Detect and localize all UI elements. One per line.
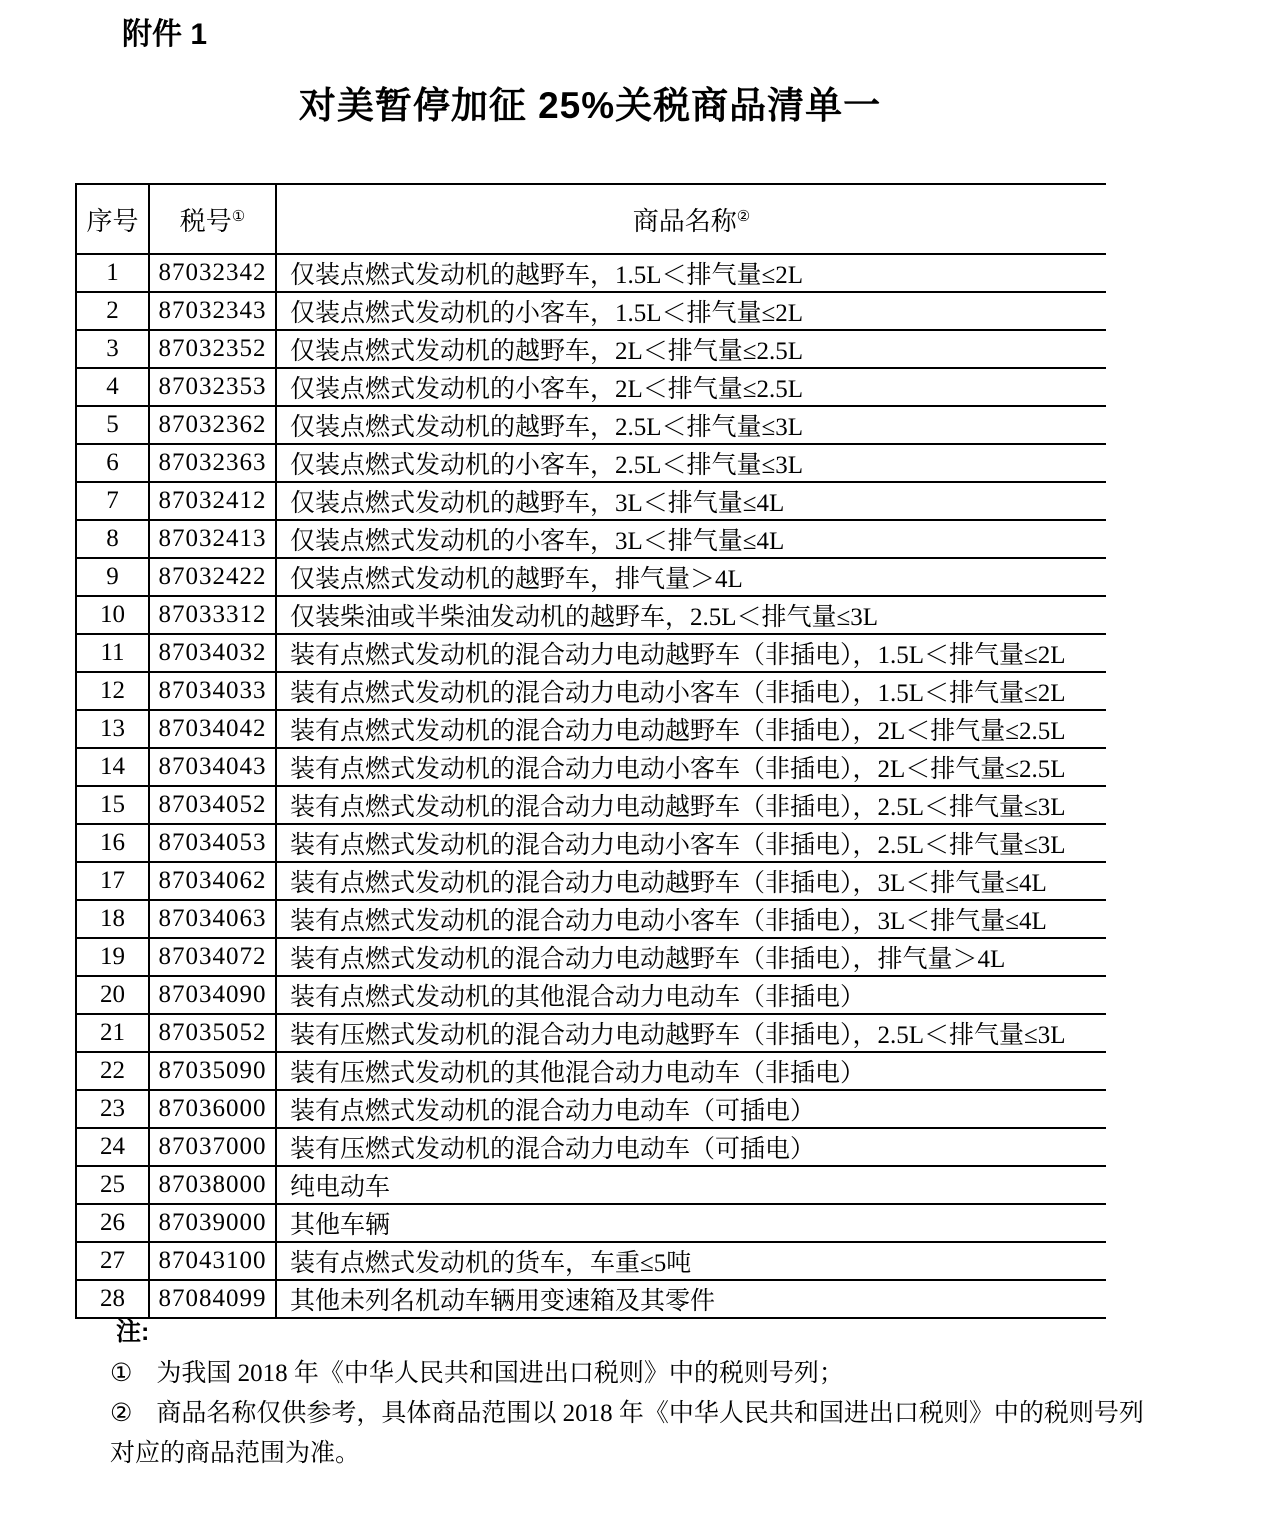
cell-index: 16 [76,824,149,862]
cell-tax-code: 87032342 [149,254,276,292]
cell-tax-code: 87032362 [149,406,276,444]
cell-tax-code: 87043100 [149,1242,276,1280]
cell-index: 19 [76,938,149,976]
note-item-1 [110,1354,1160,1394]
footnote-ref-2: ② [736,208,751,225]
cell-product-name: 仅装点燃式发动机的越野车，排气量＞4L [276,558,1106,596]
cell-product-name: 装有点燃式发动机的其他混合动力电动车（非插电） [276,976,1106,1014]
cell-tax-code: 87035052 [149,1014,276,1052]
cell-tax-code: 87032363 [149,444,276,482]
table-row [76,900,1106,938]
cell-index: 15 [76,786,149,824]
cell-index: 28 [76,1280,149,1318]
cell-index: 18 [76,900,149,938]
table-row [76,1128,1106,1166]
table-row [76,672,1106,710]
tariff-table [75,183,1106,1319]
cell-product-name: 装有点燃式发动机的混合动力电动越野车（非插电），排气量＞4L [276,938,1106,976]
cell-index: 3 [76,330,149,368]
cell-index: 2 [76,292,149,330]
cell-index: 26 [76,1204,149,1242]
cell-product-name: 装有点燃式发动机的货车，车重≤5吨 [276,1242,1106,1280]
table-row [76,786,1106,824]
cell-product-name: 仅装点燃式发动机的越野车，1.5L＜排气量≤2L [276,254,1106,292]
notes-section [110,1312,1160,1474]
cell-product-name: 仅装点燃式发动机的小客车，2.5L＜排气量≤3L [276,444,1106,482]
cell-product-name: 纯电动车 [276,1166,1106,1204]
column-header-index-label: 序号 [86,206,139,236]
cell-index: 11 [76,634,149,672]
table-row [76,330,1106,368]
cell-tax-code: 87039000 [149,1204,276,1242]
cell-tax-code: 87034062 [149,862,276,900]
cell-product-name: 仅装柴油或半柴油发动机的越野车，2.5L＜排气量≤3L [276,596,1106,634]
cell-tax-code: 87034053 [149,824,276,862]
cell-index: 10 [76,596,149,634]
cell-index: 1 [76,254,149,292]
note-text-2: 商品名称仅供参考，具体商品范围以 2018 年《中华人民共和国进出口税则》中的税则号列对应的商品范围为准。 [110,1400,1144,1467]
column-header-product-name-label: 商品名称 [632,206,737,236]
cell-tax-code: 87033312 [149,596,276,634]
cell-tax-code: 87034063 [149,900,276,938]
cell-index: 5 [76,406,149,444]
table-row [76,292,1106,330]
table-row [76,1166,1106,1204]
cell-tax-code: 87037000 [149,1128,276,1166]
notes-label: 注: [116,1318,150,1346]
table-row [76,406,1106,444]
note-marker-2: ② [110,1400,133,1427]
table-row [76,254,1106,292]
cell-index: 25 [76,1166,149,1204]
cell-tax-code: 87032422 [149,558,276,596]
cell-tax-code: 87034032 [149,634,276,672]
cell-product-name: 装有压燃式发动机的混合动力电动车（可插电） [276,1128,1106,1166]
table-row [76,520,1106,558]
cell-index: 27 [76,1242,149,1280]
cell-index: 13 [76,710,149,748]
column-header-product-name [276,184,1106,254]
cell-product-name: 其他车辆 [276,1204,1106,1242]
cell-product-name: 装有点燃式发动机的混合动力电动小客车（非插电），1.5L＜排气量≤2L [276,672,1106,710]
cell-product-name: 装有点燃式发动机的混合动力电动车（可插电） [276,1090,1106,1128]
attachment-label: 附件 1 [122,18,208,51]
cell-product-name: 仅装点燃式发动机的小客车，1.5L＜排气量≤2L [276,292,1106,330]
cell-tax-code: 87034052 [149,786,276,824]
cell-index: 21 [76,1014,149,1052]
cell-product-name: 装有点燃式发动机的混合动力电动小客车（非插电），3L＜排气量≤4L [276,900,1106,938]
cell-tax-code: 87034042 [149,710,276,748]
table-row [76,444,1106,482]
cell-index: 17 [76,862,149,900]
cell-product-name: 仅装点燃式发动机的越野车，3L＜排气量≤4L [276,482,1106,520]
cell-product-name: 装有点燃式发动机的混合动力电动越野车（非插电），2L＜排气量≤2.5L [276,710,1106,748]
cell-tax-code: 87084099 [149,1280,276,1318]
table-header-row [76,184,1106,254]
cell-product-name: 装有点燃式发动机的混合动力电动小客车（非插电），2L＜排气量≤2.5L [276,748,1106,786]
cell-product-name: 装有点燃式发动机的混合动力电动越野车（非插电），1.5L＜排气量≤2L [276,634,1106,672]
table-row [76,482,1106,520]
table-row [76,1242,1106,1280]
table-row [76,976,1106,1014]
table-row [76,938,1106,976]
table-row [76,1090,1106,1128]
table-row [76,862,1106,900]
cell-product-name: 仅装点燃式发动机的越野车，2.5L＜排气量≤3L [276,406,1106,444]
cell-tax-code: 87036000 [149,1090,276,1128]
cell-tax-code: 87035090 [149,1052,276,1090]
cell-product-name: 装有压燃式发动机的混合动力电动越野车（非插电），2.5L＜排气量≤3L [276,1014,1106,1052]
note-marker-1: ① [110,1360,133,1387]
table-row [76,1014,1106,1052]
cell-tax-code: 87032343 [149,292,276,330]
table-row [76,1052,1106,1090]
footnote-ref-1: ① [231,208,246,225]
cell-product-name: 仅装点燃式发动机的小客车，2L＜排气量≤2.5L [276,368,1106,406]
table-row [76,824,1106,862]
cell-tax-code: 87034072 [149,938,276,976]
cell-product-name: 仅装点燃式发动机的越野车，2L＜排气量≤2.5L [276,330,1106,368]
cell-product-name: 装有点燃式发动机的混合动力电动越野车（非插电），2.5L＜排气量≤3L [276,786,1106,824]
cell-tax-code: 87034043 [149,748,276,786]
cell-index: 8 [76,520,149,558]
cell-product-name: 装有点燃式发动机的混合动力电动小客车（非插电），2.5L＜排气量≤3L [276,824,1106,862]
cell-index: 20 [76,976,149,1014]
cell-product-name: 装有点燃式发动机的混合动力电动越野车（非插电），3L＜排气量≤4L [276,862,1106,900]
table-row [76,748,1106,786]
column-header-tax-code [149,184,276,254]
cell-tax-code: 87032412 [149,482,276,520]
table-row [76,710,1106,748]
cell-index: 23 [76,1090,149,1128]
cell-index: 14 [76,748,149,786]
table-row [76,368,1106,406]
cell-index: 12 [76,672,149,710]
cell-product-name: 装有压燃式发动机的其他混合动力电动车（非插电） [276,1052,1106,1090]
column-header-index [76,184,149,254]
table-row [76,558,1106,596]
cell-index: 7 [76,482,149,520]
cell-tax-code: 87034033 [149,672,276,710]
table-row [76,596,1106,634]
note-text-1: 为我国 2018 年《中华人民共和国进出口税则》中的税则号列； [156,1360,844,1387]
note-item-2 [110,1394,1160,1474]
cell-index: 4 [76,368,149,406]
cell-product-name: 其他未列名机动车辆用变速箱及其零件 [276,1280,1106,1318]
cell-tax-code: 87034090 [149,976,276,1014]
page-title: 对美暂停加征 25%关税商品清单一 [298,85,882,126]
cell-index: 6 [76,444,149,482]
cell-tax-code: 87032413 [149,520,276,558]
cell-product-name: 仅装点燃式发动机的小客车，3L＜排气量≤4L [276,520,1106,558]
cell-tax-code: 87038000 [149,1166,276,1204]
cell-tax-code: 87032352 [149,330,276,368]
cell-index: 24 [76,1128,149,1166]
column-header-tax-code-label: 税号 [179,206,232,236]
table-row [76,1204,1106,1242]
cell-index: 22 [76,1052,149,1090]
cell-tax-code: 87032353 [149,368,276,406]
table-row [76,634,1106,672]
cell-index: 9 [76,558,149,596]
